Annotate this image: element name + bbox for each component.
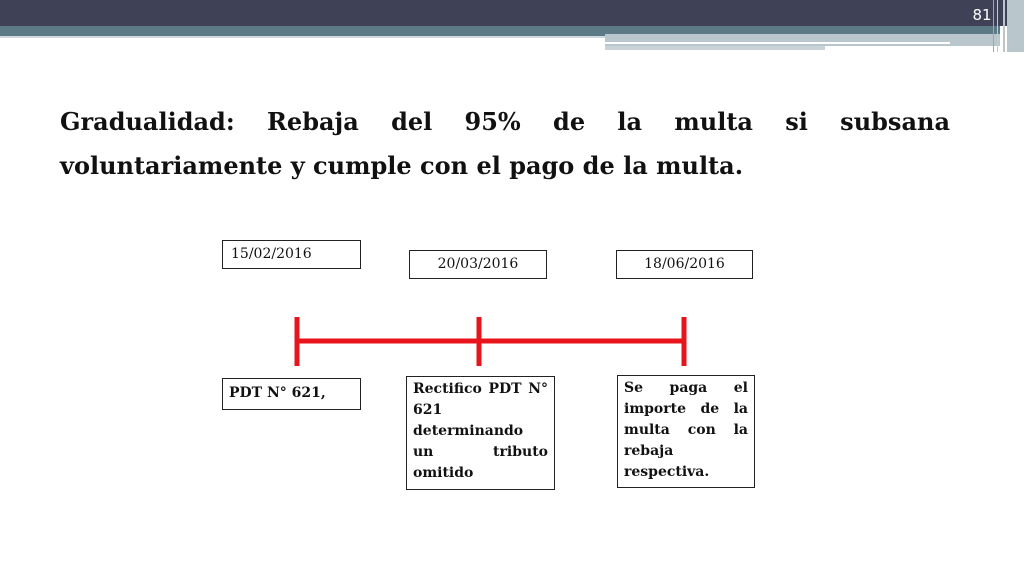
slide-heading: Gradualidad: Rebaja del 95% de la multa si subsana voluntariamente y cumple con el pago de la multa. — [60, 107, 950, 180]
event-description-2: Rectifico PDT N° 621 determinando un tributo omitido — [406, 376, 555, 490]
event-date-3: 18/06/2016 — [616, 250, 753, 279]
page-number: 81 — [972, 6, 992, 24]
event-description-1: PDT N° 621, — [222, 378, 361, 410]
event-description-3: Se paga el importe de la multa con la rebaja respectiva. — [617, 375, 755, 488]
event-date-1: 15/02/2016 — [222, 240, 361, 269]
event-date-2: 20/03/2016 — [409, 250, 547, 279]
